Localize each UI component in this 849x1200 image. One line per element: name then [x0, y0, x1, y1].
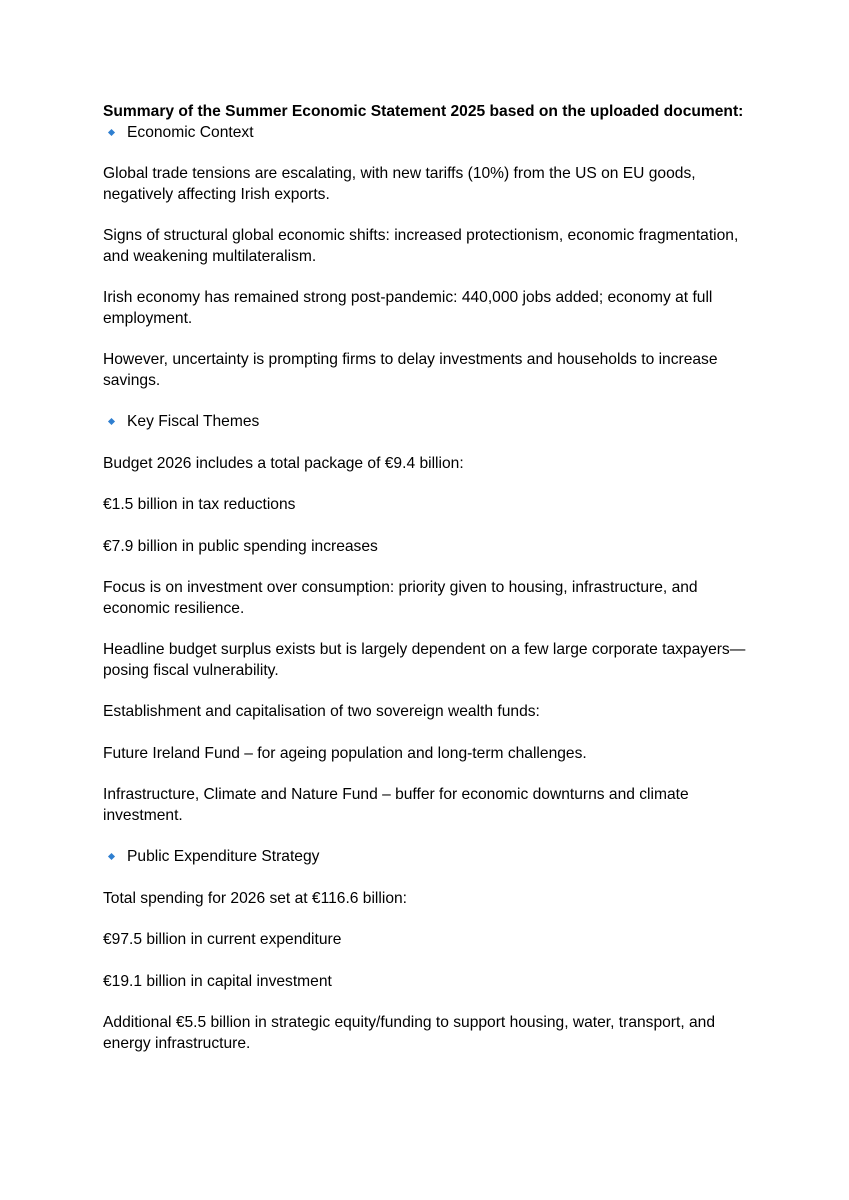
- document-title: Summary of the Summer Economic Statement 2025 based on the uploaded document:: [103, 103, 744, 120]
- paragraph: €1.5 billion in tax reductions: [103, 496, 296, 513]
- paragraph: Irish economy has remained strong post-pandemic: 440,000 jobs added; economy at full employment.: [103, 289, 713, 327]
- paragraph: €19.1 billion in capital investment: [103, 972, 332, 990]
- document-page: [103, 102, 753, 1054]
- paragraph: However, uncertainty is prompting firms to delay investments and households to increase savings.: [103, 351, 718, 389]
- section-heading-label: Public Expenditure Strategy: [127, 848, 320, 865]
- paragraph: Budget 2026 includes a total package of €9.4 billion:: [103, 454, 464, 472]
- section-heading-economic-context: [103, 123, 753, 144]
- paragraph: Total spending for 2026 set at €116.6 billion:: [103, 889, 408, 907]
- section-heading-public-expenditure-strategy: [103, 847, 753, 868]
- paragraph: Focus is on investment over consumption: priority given to housing, infrastructure, and economic resilience.: [103, 579, 698, 617]
- paragraph: Establishment and capitalisation of two sovereign wealth funds:: [103, 703, 540, 720]
- section-heading-label: Key Fiscal Themes: [127, 413, 260, 430]
- paragraph: Future Ireland Fund – for ageing population and long-term challenges.: [103, 744, 587, 762]
- section-heading-label: Economic Context: [127, 123, 254, 141]
- paragraph: Headline budget surplus exists but is largely dependent on a few large corporate taxpayers—posing fiscal vulnerability.: [103, 641, 746, 679]
- paragraph: Signs of structural global economic shifts: increased protectionism, economic fragmentation, and weakening multilateralism.: [103, 227, 739, 265]
- paragraph: Infrastructure, Climate and Nature Fund – buffer for economic downturns and climate investment.: [103, 786, 689, 824]
- paragraph: €97.5 billion in current expenditure: [103, 931, 342, 948]
- paragraph: Global trade tensions are escalating, with new tariffs (10%) from the US on EU goods, negatively affecting Irish exports.: [103, 165, 696, 203]
- small-blue-diamond-icon: [108, 128, 115, 135]
- paragraph: €7.9 billion in public spending increases: [103, 537, 378, 555]
- paragraph: Additional €5.5 billion in strategic equity/funding to support housing, water, transport, and energy infrastructure.: [103, 1014, 716, 1052]
- section-heading-key-fiscal-themes: [103, 412, 753, 433]
- small-blue-diamond-icon: [108, 853, 115, 860]
- small-blue-diamond-icon: [108, 418, 115, 425]
